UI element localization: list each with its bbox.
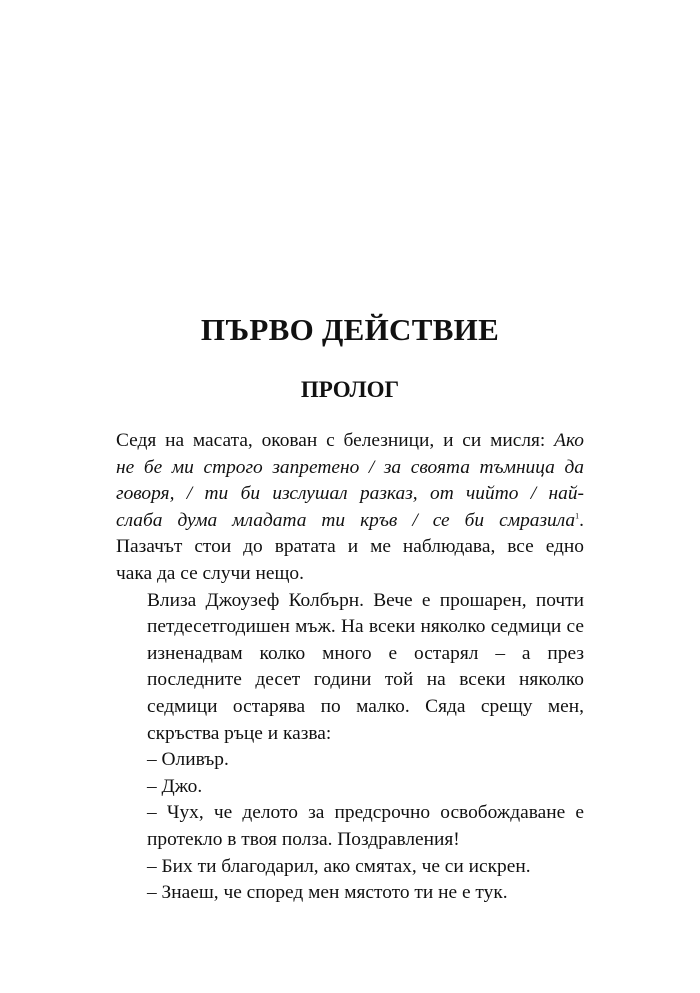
text-line (116, 508, 584, 535)
dialogue-line: – Знаеш, че според мен мястото ти не е тук. (147, 882, 508, 904)
italic-quote: говоря, / ти би изслушал разказ, от чийто / най- (116, 483, 584, 505)
paragraph-colburn (116, 588, 584, 748)
footnote-marker[interactable]: 1 (575, 511, 580, 521)
text-line: Пазачът стои до вратата и ме наблюдава, все едно (116, 536, 584, 558)
italic-quote: Ако (554, 430, 584, 451)
dialogue-line: – Джо. (147, 775, 203, 797)
text-line: скръства ръце и казва: (147, 722, 332, 744)
text-line (116, 455, 584, 482)
body-text (116, 428, 584, 907)
text-line: – Чух, че делото за предсрочно освобождаване е (147, 802, 584, 824)
text-line (116, 428, 584, 455)
paragraph-opening (116, 428, 584, 588)
text-line (116, 481, 584, 508)
dialogue-line: – Оливър. (147, 749, 229, 771)
text-line: Влиза Джоузеф Колбърн. Вече е прошарен, почти (147, 589, 584, 611)
text-span: . (579, 509, 584, 531)
italic-quote: слаба дума младата ти кръв / се би смразила (116, 509, 576, 531)
part-title: ПЪРВО ДЕЙСТВИЕ (200, 312, 500, 347)
dialogue-line (116, 800, 584, 853)
text-span: Седя на масата, окован с белезници, и си мисля: (116, 430, 555, 451)
text-line: последните десет години той на всеки няколко (147, 669, 584, 691)
chapter-title: ПРОЛОГ (300, 377, 400, 402)
text-line: седмици остарява по малко. Сяда срещу мен, (147, 695, 584, 717)
dialogue-line: – Бих ти благодарил, ако смятах, че си искрен. (147, 855, 531, 877)
text-line: изненадвам колко много е остарял – а през (147, 642, 584, 664)
italic-quote: не бе ми строго запретено / за своята тъмница да (116, 456, 584, 478)
text-line: петдесетгодишен мъж. На всеки няколко седмици се (147, 616, 584, 638)
text-line: протекло в твоя полза. Поздравления! (147, 828, 460, 850)
text-line: чака да се случи нещо. (116, 562, 304, 584)
